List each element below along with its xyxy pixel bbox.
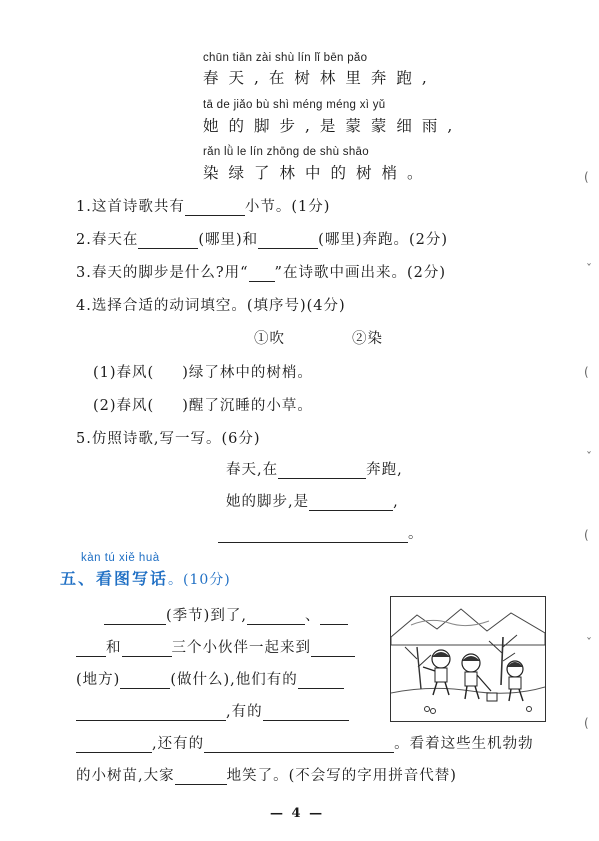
writing-row-3-text: (做什么),他们有的 [170, 672, 298, 688]
writing-row-5-text-end: 。看着这些生机勃勃 [394, 736, 534, 752]
question-2 [76, 228, 448, 249]
poem-line2: 她的脚步,是蒙蒙细雨, [203, 117, 463, 135]
sentence-1-end: )绿了林中的树梢。 [182, 365, 313, 381]
answer-blank[interactable] [278, 464, 366, 479]
question-1 [76, 195, 330, 216]
imitation-line-2-start: 她的脚步,是 [226, 494, 310, 510]
question-4-sentence-2 [93, 394, 313, 415]
edge-mark: ( [584, 716, 589, 730]
imitation-line-1 [226, 458, 403, 479]
writing-row-1-text: (季节)到了, [166, 608, 247, 624]
section-5-title: 五、看图写话 [60, 569, 169, 588]
answer-blank[interactable] [76, 738, 152, 753]
option-2: ②染 [352, 331, 383, 347]
sentence-1-start: (1)春风( [93, 365, 155, 381]
sentence-2-end: )醒了沉睡的小草。 [182, 398, 313, 414]
answer-blank[interactable] [138, 234, 198, 249]
section-5-points: 。(10分) [168, 572, 231, 588]
answer-blank[interactable] [204, 738, 394, 753]
writing-row-1-sep: 、 [304, 608, 321, 624]
answer-blank[interactable] [122, 642, 172, 657]
page-number: — 4 — [270, 806, 325, 821]
answer-blank[interactable] [175, 770, 227, 785]
imitation-line-1-start: 春天,在 [226, 462, 279, 478]
writing-row-5-text: ,还有的 [152, 736, 205, 752]
question-2-text-end: (哪里)奔跑。(2分) [318, 232, 449, 248]
answer-blank[interactable] [218, 528, 408, 543]
writing-row-3 [76, 668, 344, 689]
answer-blank[interactable] [258, 234, 318, 249]
question-5: 5.仿照诗歌,写一写。(6分) [76, 431, 261, 447]
question-3-text: 3.春天的脚步是什么?用“ [76, 265, 249, 281]
edge-mark: ˇ [586, 636, 592, 650]
children-planting-trees-illustration [390, 596, 546, 722]
writing-row-2-text-end: 三个小伙伴一起来到 [171, 640, 311, 656]
question-4: 4.选择合适的动词填空。(填序号)(4分) [76, 298, 346, 314]
edge-mark: ˇ [586, 262, 592, 276]
edge-mark: ( [584, 528, 589, 542]
writing-row-1 [76, 604, 348, 625]
answer-blank[interactable] [247, 610, 305, 625]
question-1-text-end: 小节。(1分) [244, 199, 331, 215]
writing-row-5 [76, 732, 534, 753]
poem-line3: 染绿了林中的树梢。 [203, 164, 433, 182]
edge-mark: ( [584, 170, 589, 184]
imitation-line-3-end: 。 [408, 526, 424, 542]
question-3-text-end: ”在诗歌中画出来。(2分) [274, 265, 446, 281]
question-2-text-mid: (哪里)和 [198, 232, 259, 248]
question-4-sentence-1 [93, 361, 313, 382]
writing-row-6-text: 的小树苗,大家 [76, 768, 175, 784]
question-1-text: 1.这首诗歌共有 [76, 199, 185, 215]
sentence-2-start: (2)春风( [93, 398, 155, 414]
option-1: ①吹 [254, 331, 285, 347]
edge-mark: ( [584, 365, 589, 379]
answer-blank[interactable] [298, 674, 344, 689]
answer-blank[interactable] [185, 201, 245, 216]
poem-line3-pinyin: rǎn lǜ le lín zhōng de shù shāo [203, 146, 369, 158]
poem-line1: 春天,在树林里奔跑, [203, 69, 437, 87]
writing-row-4-text: ,有的 [226, 704, 263, 720]
imitation-line-3 [218, 522, 424, 543]
writing-row-2 [76, 636, 355, 657]
answer-blank[interactable] [76, 642, 106, 657]
poem-line2-pinyin: tā de jiǎo bù shì méng méng xì yǔ [203, 99, 386, 111]
writing-row-6-text-end: 地笑了。(不会写的字用拼音代替) [226, 768, 457, 784]
writing-row-6 [76, 764, 457, 785]
answer-blank[interactable] [311, 642, 355, 657]
writing-row-3-start: (地方) [76, 672, 121, 688]
edge-mark: ˇ [586, 450, 592, 464]
imitation-line-2 [226, 490, 399, 511]
answer-blank[interactable] [320, 610, 348, 625]
question-3 [76, 261, 446, 282]
answer-blank[interactable] [104, 610, 166, 625]
poem-line1-pinyin: chūn tiān zài shù lín lǐ bēn pǎo [203, 52, 368, 64]
answer-blank[interactable] [120, 674, 170, 689]
answer-blank[interactable] [76, 706, 226, 721]
writing-row-4 [76, 700, 349, 721]
underline-sample [249, 267, 275, 282]
imitation-line-1-end: 奔跑, [366, 462, 403, 478]
question-2-text: 2.春天在 [76, 232, 139, 248]
writing-row-2-text: 和 [106, 640, 122, 656]
answer-blank[interactable] [263, 706, 349, 721]
section-5-header [60, 566, 231, 589]
answer-blank[interactable] [309, 496, 393, 511]
illustration-drawing [391, 597, 545, 721]
imitation-line-2-end: , [393, 494, 399, 510]
section-5-pinyin: kàn tú xiě huà [81, 552, 160, 564]
